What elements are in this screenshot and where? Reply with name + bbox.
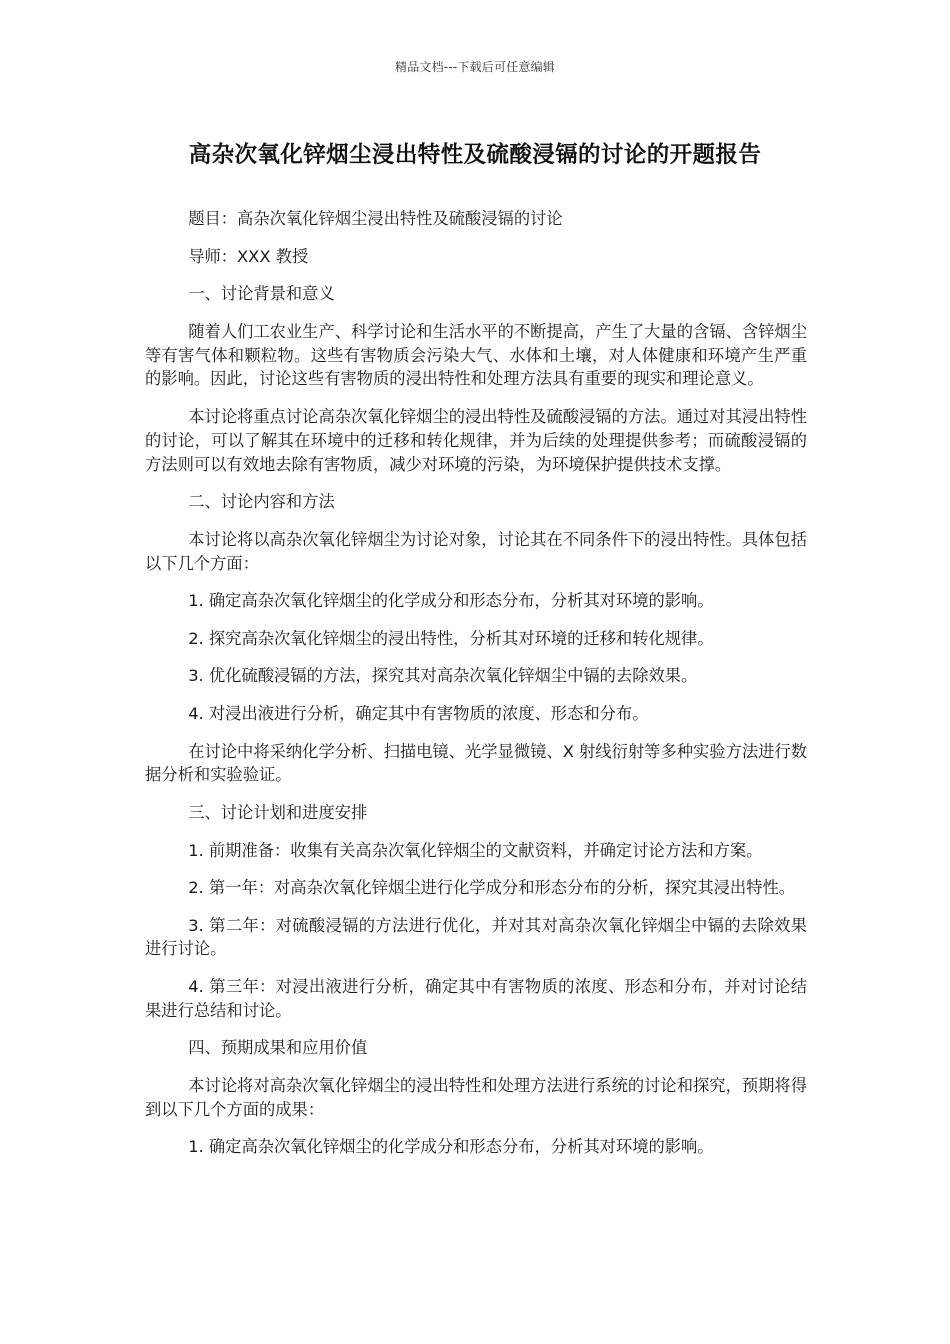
- list-item-outcomes-1: 1. 确定高杂次氧化锌烟尘的化学成分和形态分布，分析其对环境的影响。: [188, 1137, 714, 1157]
- section-heading-schedule: 三、讨论计划和进度安排: [188, 802, 368, 822]
- list-item-content-2: 2. 探究高杂次氧化锌烟尘的浸出特性，分析其对环境的迁移和转化规律。: [188, 628, 714, 648]
- header-note: 精品文档---下载后可任意编辑: [395, 60, 555, 74]
- list-item-content-3: 3. 优化硫酸浸镉的方法，探究其对高杂次氧化锌烟尘中镉的去除效果。: [188, 666, 698, 686]
- paragraph-background-2: 本讨论将重点讨论高杂次氧化锌烟尘的浸出特性及硫酸浸镉的方法。通过对其浸出特性的讨论，可以了解其在环境中的迁移和转化规律，并为后续的处理提供参考；而硫酸浸镉的方法则可以有效地去除有害物质，减少对环境的污染，为环境保护提供技术支撑。: [145, 406, 807, 474]
- advisor-line: 导师：XXX 教授: [188, 246, 309, 266]
- list-item-schedule-4: 4. 第三年：对浸出液进行分析，确定其中有害物质的浓度、形态和分布，并对讨论结果进行总结和讨论。: [145, 977, 807, 1020]
- topic-line: 题目：高杂次氧化锌烟尘浸出特性及硫酸浸镉的讨论: [188, 209, 563, 228]
- list-item-schedule-1: 1. 前期准备：收集有关高杂次氧化锌烟尘的文献资料，并确定讨论方法和方案。: [188, 840, 763, 860]
- list-item-schedule-3: 3. 第二年：对硫酸浸镉的方法进行优化，并对其对高杂次氧化锌烟尘中镉的去除效果进行讨论。: [145, 915, 807, 959]
- document-body: [145, 207, 807, 1173]
- paragraph-outcomes-intro: 本讨论将对高杂次氧化锌烟尘的浸出特性和处理方法进行系统的讨论和探究，预期将得到以下几个方面的成果：: [145, 1076, 807, 1119]
- paragraph-content-intro: 本讨论将以高杂次氧化锌烟尘为讨论对象，讨论其在不同条件下的浸出特性。具体包括以下几个方面：: [145, 529, 807, 573]
- section-heading-content: 二、讨论内容和方法: [188, 492, 335, 512]
- list-item-schedule-2: 2. 第一年：对高杂次氧化锌烟尘进行化学成分和形态分布的分析，探究其浸出特性。: [188, 878, 796, 898]
- paragraph-methods: 在讨论中将采纳化学分析、扫描电镜、光学显微镜、X 射线衍射等多种实验方法进行数据分析和实验验证。: [145, 741, 807, 785]
- document-title: 高杂次氧化锌烟尘浸出特性及硫酸浸镉的讨论的开题报告: [188, 142, 762, 168]
- list-item-content-1: 1. 确定高杂次氧化锌烟尘的化学成分和形态分布，分析其对环境的影响。: [188, 591, 714, 611]
- list-item-content-4: 4. 对浸出液进行分析，确定其中有害物质的浓度、形态和分布。: [188, 703, 649, 723]
- section-heading-outcomes: 四、预期成果和应用价值: [188, 1038, 368, 1058]
- section-heading-background: 一、讨论背景和意义: [188, 284, 335, 304]
- paragraph-background-1: 随着人们工农业生产、科学讨论和生活水平的不断提高，产生了大量的含镉、含锌烟尘等有害气体和颗粒物。这些有害物质会污染大气、水体和土壤，对人体健康和环境产生严重的影响。因此，讨论这些有害物质的浸出特性和处理方法具有重要的现实和理论意义。: [145, 321, 807, 389]
